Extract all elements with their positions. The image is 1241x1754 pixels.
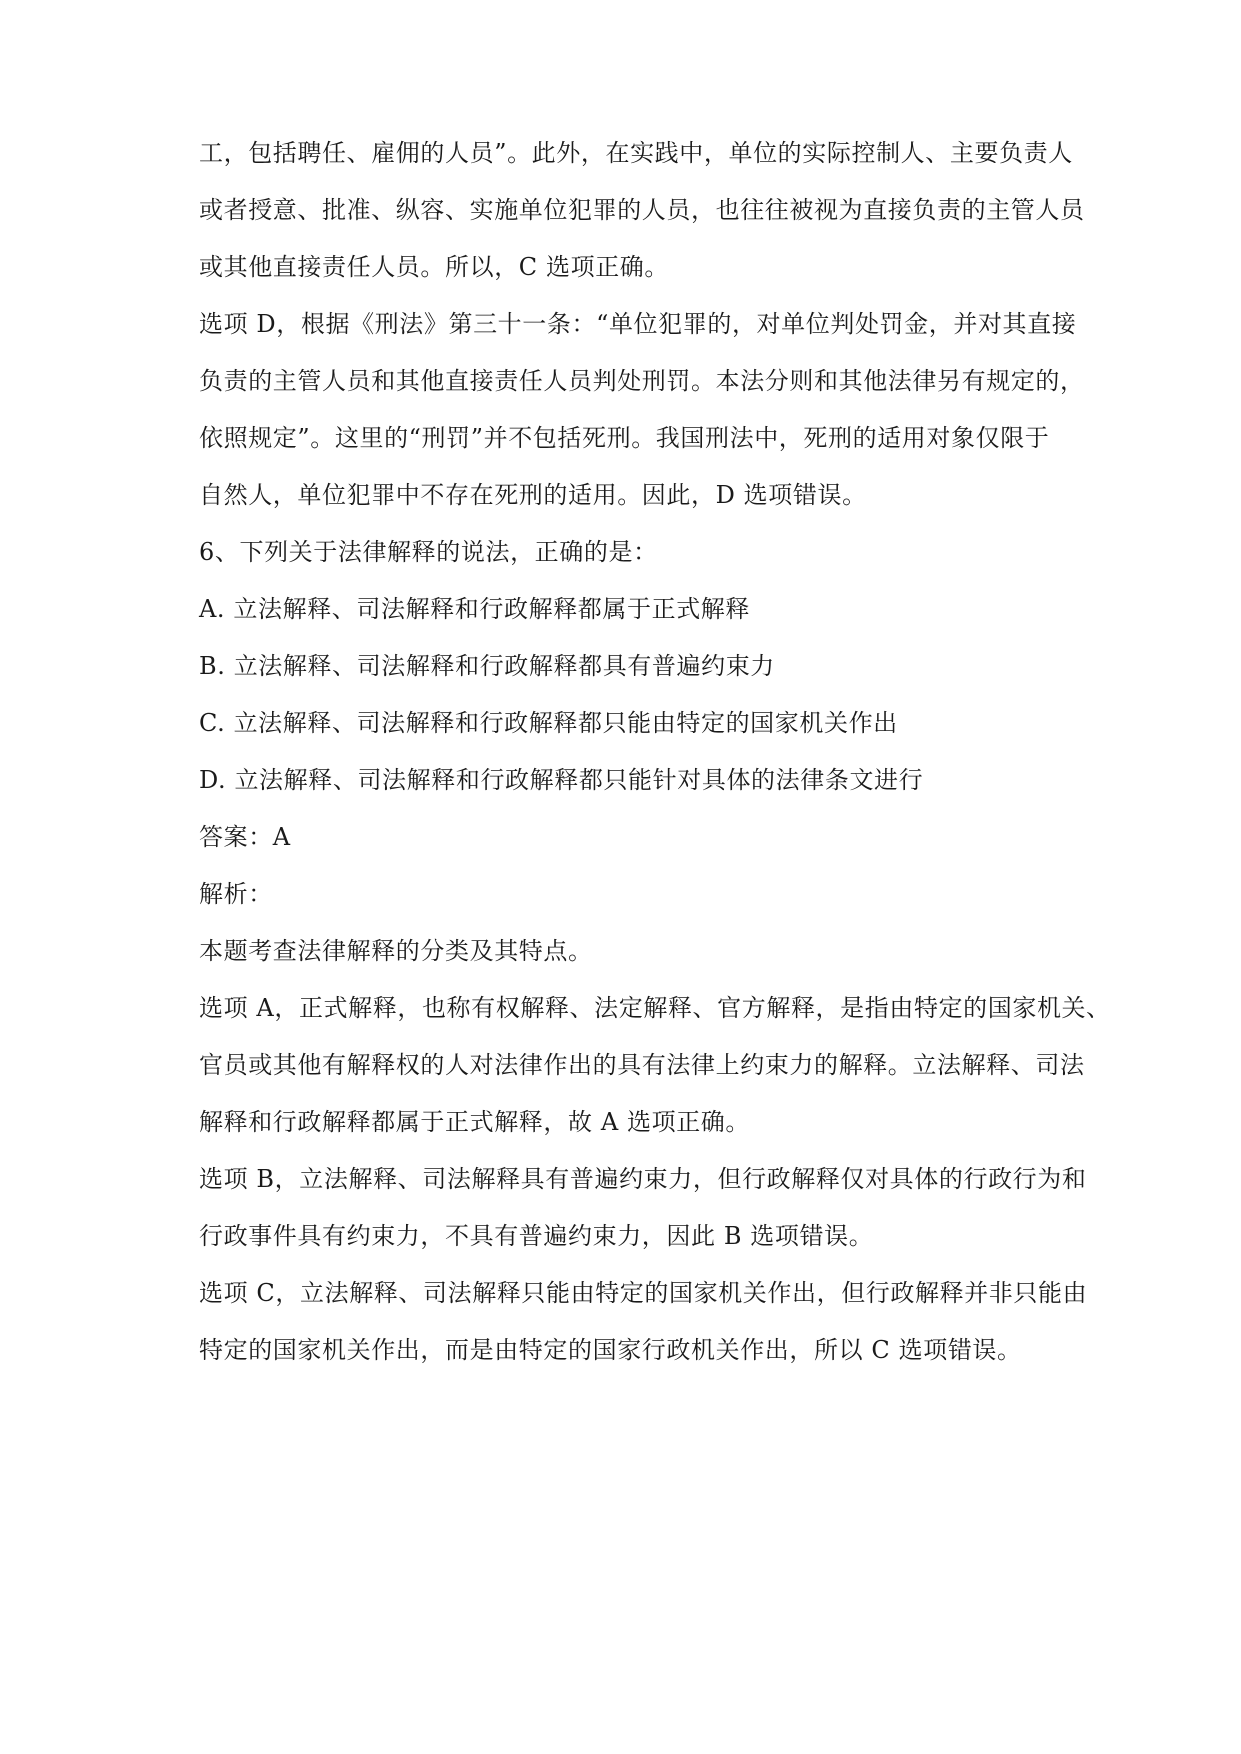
question-stem: 6、下列关于法律解释的说法，正确的是： — [199, 538, 658, 566]
prev-c-line-1: 工，包括聘任、雇佣的人员”。此外，在实践中，单位的实际控制人、主要负责人 — [199, 139, 1073, 167]
analysis-b-line-2: 行政事件具有约束力，不具有普遍约束力，因此 B 选项错误。 — [199, 1222, 874, 1250]
analysis-a-line-3: 解释和行政解释都属于正式解释，故 A 选项正确。 — [199, 1108, 750, 1136]
option-b: B. 立法解释、司法解释和行政解释都具有普遍约束力 — [199, 652, 775, 680]
analysis-a-line-2: 官员或其他有解释权的人对法律作出的具有法律上约束力的解释。立法解释、司法 — [199, 1051, 1085, 1079]
prev-d-line-4: 自然人，单位犯罪中不存在死刑的适用。因此，D 选项错误。 — [199, 481, 867, 509]
analysis-c-line-2: 特定的国家机关作出，而是由特定的国家行政机关作出，所以 C 选项错误。 — [199, 1336, 1022, 1364]
answer: 答案：A — [199, 823, 291, 851]
analysis-intro: 本题考查法律解释的分类及其特点。 — [199, 937, 593, 965]
analysis-b-line-1: 选项 B，立法解释、司法解释具有普遍约束力，但行政解释仅对具体的行政行为和 — [199, 1165, 1087, 1193]
option-a: A. 立法解释、司法解释和行政解释都属于正式解释 — [199, 595, 750, 623]
analysis-c-line-1: 选项 C，立法解释、司法解释只能由特定的国家机关作出，但行政解释并非只能由 — [199, 1279, 1088, 1307]
option-c: C. 立法解释、司法解释和行政解释都只能由特定的国家机关作出 — [199, 709, 898, 737]
analysis-label: 解析： — [199, 880, 273, 908]
prev-d-line-1: 选项 D，根据《刑法》第三十一条：“单位犯罪的，对单位判处罚金，并对其直接 — [199, 310, 1077, 338]
prev-d-line-2: 负责的主管人员和其他直接责任人员判处刑罚。本法分则和其他法律另有规定的， — [199, 367, 1085, 395]
prev-c-line-2: 或者授意、批准、纵容、实施单位犯罪的人员，也往往被视为直接负责的主管人员 — [199, 196, 1085, 224]
prev-d-line-3: 依照规定”。这里的“刑罚”并不包括死刑。我国刑法中，死刑的适用对象仅限于 — [199, 424, 1050, 452]
analysis-a-line-1: 选项 A，正式解释，也称有权解释、法定解释、官方解释，是指由特定的国家机关、 — [199, 994, 1111, 1022]
option-d: D. 立法解释、司法解释和行政解释都只能针对具体的法律条文进行 — [199, 766, 924, 794]
prev-c-line-3: 或其他直接责任人员。所以，C 选项正确。 — [199, 253, 669, 281]
